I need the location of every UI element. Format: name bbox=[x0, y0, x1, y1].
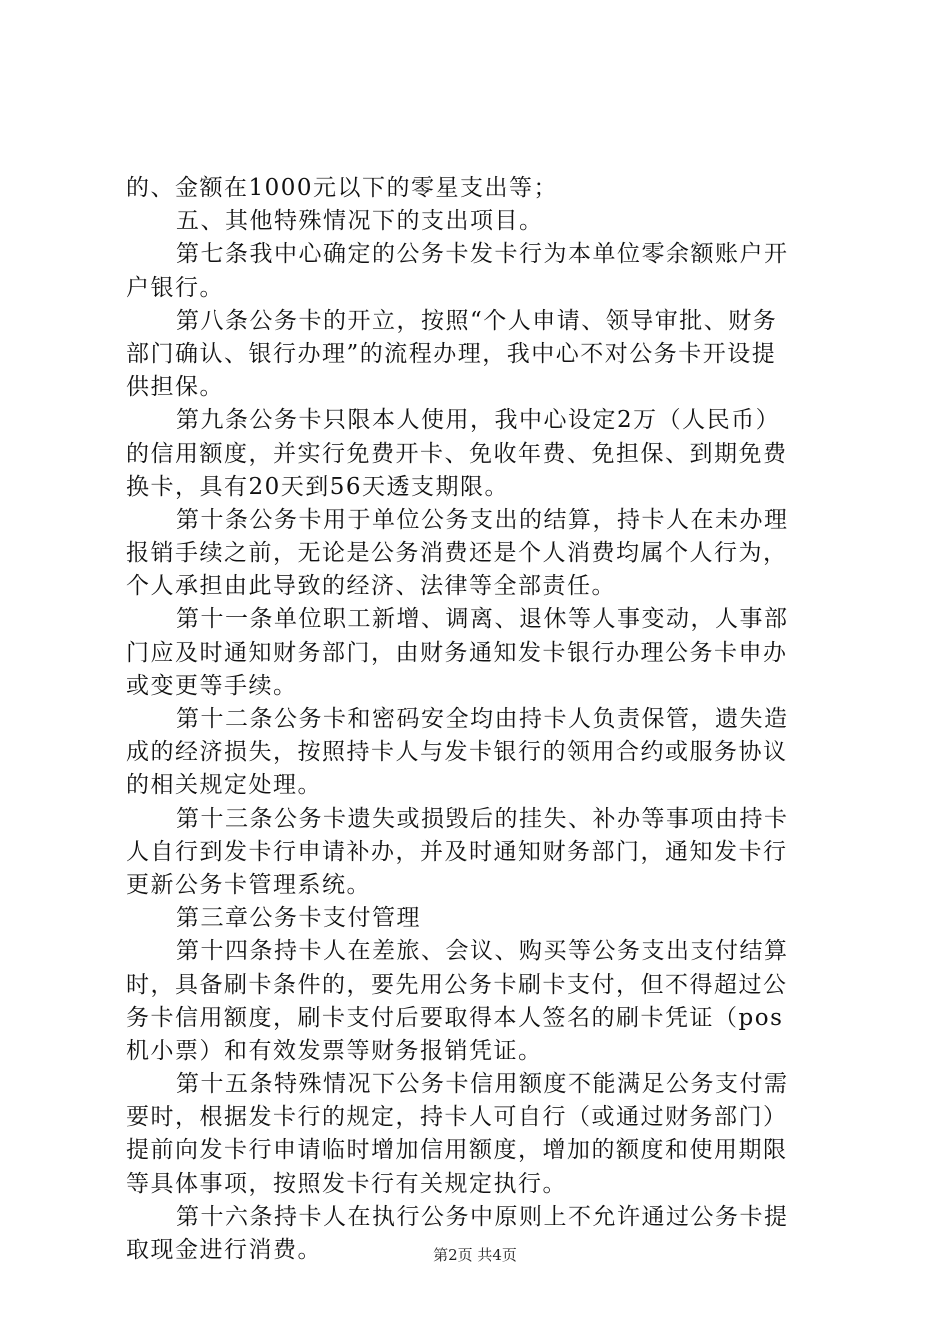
text-line: 的、金额在1000元以下的零星支出等； bbox=[126, 175, 559, 201]
text-line: 报销手续之前，无论是公务消费还是个人消费均属个人行为， bbox=[126, 540, 788, 567]
text-line: 第三章公务卡支付管理 bbox=[176, 905, 421, 932]
text-line: 的信用额度，并实行免费开卡、免收年费、免担保、到期免费 bbox=[126, 440, 788, 467]
text-line: 第十六条持卡人在执行公务中原则上不允许通过公务卡提 bbox=[176, 1203, 789, 1230]
text-line: 第十五条特殊情况下公务卡信用额度不能满足公务支付需 bbox=[176, 1071, 789, 1098]
text-line: 第八条公务卡的开立，按照“个人申请、领导审批、财务 bbox=[176, 307, 778, 334]
text-line: 供担保。 bbox=[126, 374, 224, 401]
text-line: 五、其他特殊情况下的支出项目。 bbox=[176, 208, 544, 235]
text-line: 的相关规定处理。 bbox=[126, 772, 322, 799]
text-line: 个人承担由此导致的经济、法律等全部责任。 bbox=[126, 573, 616, 600]
text-line: 第十二条公务卡和密码安全均由持卡人负责保管，遗失造 bbox=[176, 706, 789, 732]
text-line: 户银行。 bbox=[126, 274, 224, 301]
text-line: 成的经济损失，按照持卡人与发卡银行的领用合约或服务协议 bbox=[126, 739, 788, 766]
document-body bbox=[126, 172, 842, 1267]
text-line: 第十条公务卡用于单位公务支出的结算，持卡人在未办理 bbox=[176, 506, 789, 533]
text-line: 要时，根据发卡行的规定，持卡人可自行（或通过财务部门） bbox=[126, 1104, 788, 1131]
text-line: 换卡，具有20天到56天透支期限。 bbox=[126, 473, 510, 500]
text-line: 第九条公务卡只限本人使用，我中心设定2万（人民币） bbox=[176, 407, 781, 434]
text-line: 或变更等手续。 bbox=[126, 672, 298, 699]
text-line: 第七条我中心确定的公务卡发卡行为本单位零余额账户开 bbox=[176, 241, 789, 268]
text-line: 提前向发卡行申请临时增加信用额度，增加的额度和使用期限 bbox=[126, 1137, 788, 1164]
page-footer: 第2页 共4页 bbox=[433, 1246, 517, 1264]
text-line: 等具体事项，按照发卡行有关规定执行。 bbox=[126, 1170, 567, 1197]
text-line: 机小票）和有效发票等财务报销凭证。 bbox=[126, 1037, 543, 1064]
text-line: 门应及时通知财务部门，由财务通知发卡银行办理公务卡申办 bbox=[126, 639, 788, 666]
text-line: 更新公务卡管理系统。 bbox=[126, 871, 371, 898]
text-line: 第十一条单位职工新增、调离、退休等人事变动，人事部 bbox=[176, 606, 789, 633]
text-line: 第十三条公务卡遗失或损毁后的挂失、补办等事项由持卡 bbox=[176, 805, 789, 832]
text-line: 取现金进行消费。 bbox=[126, 1237, 322, 1263]
text-line: 部门确认、银行办理”的流程办理，我中心不对公务卡开设提 bbox=[126, 340, 777, 367]
text-line: 第十四条持卡人在差旅、会议、购买等公务支出支付结算 bbox=[176, 938, 789, 965]
text-line: 时，具备刷卡条件的，要先用公务卡刷卡支付，但不得超过公 bbox=[126, 971, 788, 998]
text-line: 务卡信用额度，刷卡支付后要取得本人签名的刷卡凭证（pos bbox=[126, 1004, 784, 1031]
text-line: 人自行到发卡行申请补办，并及时通知财务部门，通知发卡行 bbox=[126, 838, 788, 865]
